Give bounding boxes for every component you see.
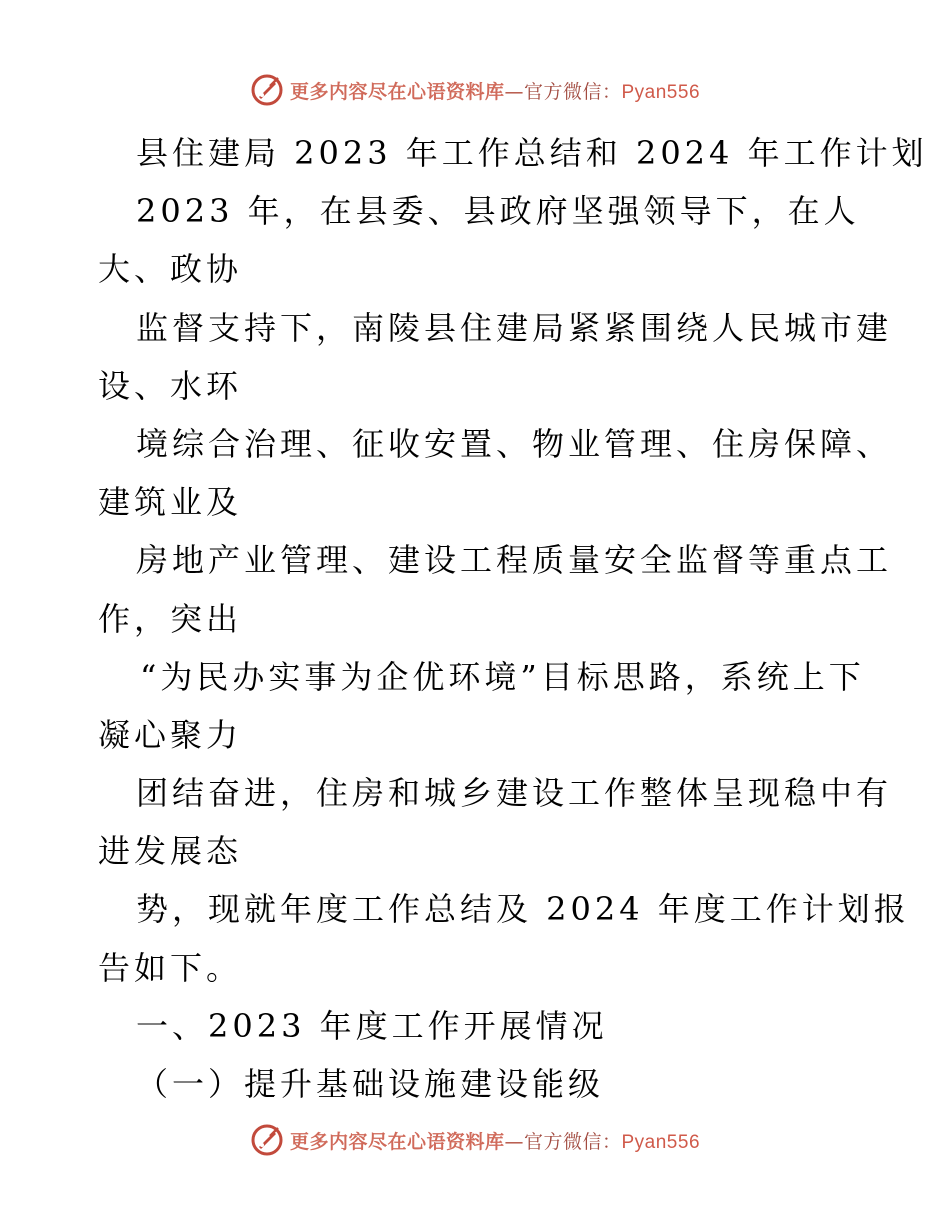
watermark-dash: — (504, 1130, 524, 1153)
paragraph-line: 监督支持下，南陵县住建局紧紧围绕人民城市建 (136, 308, 893, 347)
paragraph-line: “为民办实事为企优环境”目标思路，系统上下 (140, 657, 865, 696)
paragraph-line: 大、政协 (98, 250, 243, 289)
quill-seal-icon (250, 73, 284, 107)
paragraph-line: 2023 年，在县委、县政府坚强领导下，在人 (136, 192, 860, 231)
section-heading: 一、2023 年度工作开展情况 (136, 1006, 608, 1045)
paragraph-line: 进发展态 (98, 832, 243, 871)
watermark-id: Pyan556 (621, 81, 701, 103)
paragraph-line: 告如下。 (98, 948, 243, 987)
watermark-label: 官方微信： (523, 80, 622, 103)
paragraph-line: 房地产业管理、建设工程质量安全监督等重点工 (136, 541, 893, 580)
watermark-brand: 更多内容尽在心语资料库 (289, 1130, 505, 1153)
document-body (98, 124, 928, 1113)
paragraph-line: 作，突出 (98, 599, 243, 638)
watermark-brand: 更多内容尽在心语资料库 (289, 80, 505, 103)
footer-watermark (0, 1120, 950, 1160)
watermark-label: 官方微信： (523, 1130, 622, 1153)
header-watermark (0, 70, 950, 110)
paragraph-line: 凝心聚力 (98, 715, 243, 754)
paragraph-line: 团结奋进，住房和城乡建设工作整体呈现稳中有 (136, 774, 893, 813)
document-title: 县住建局 2023 年工作总结和 2024 年工作计划 (136, 134, 928, 172)
watermark-id: Pyan556 (621, 1131, 701, 1153)
paragraph-line: 境综合治理、征收安置、物业管理、住房保障、 (136, 424, 893, 463)
watermark-dash: — (504, 80, 524, 103)
subsection-heading: （一）提升基础设施建设能级 (136, 1065, 605, 1103)
quill-seal-icon (250, 1123, 284, 1157)
paragraph-line: 建筑业及 (98, 483, 243, 522)
paragraph-line: 势，现就年度工作总结及 2024 年度工作计划报 (136, 890, 910, 929)
paragraph-line: 设、水环 (98, 366, 243, 405)
